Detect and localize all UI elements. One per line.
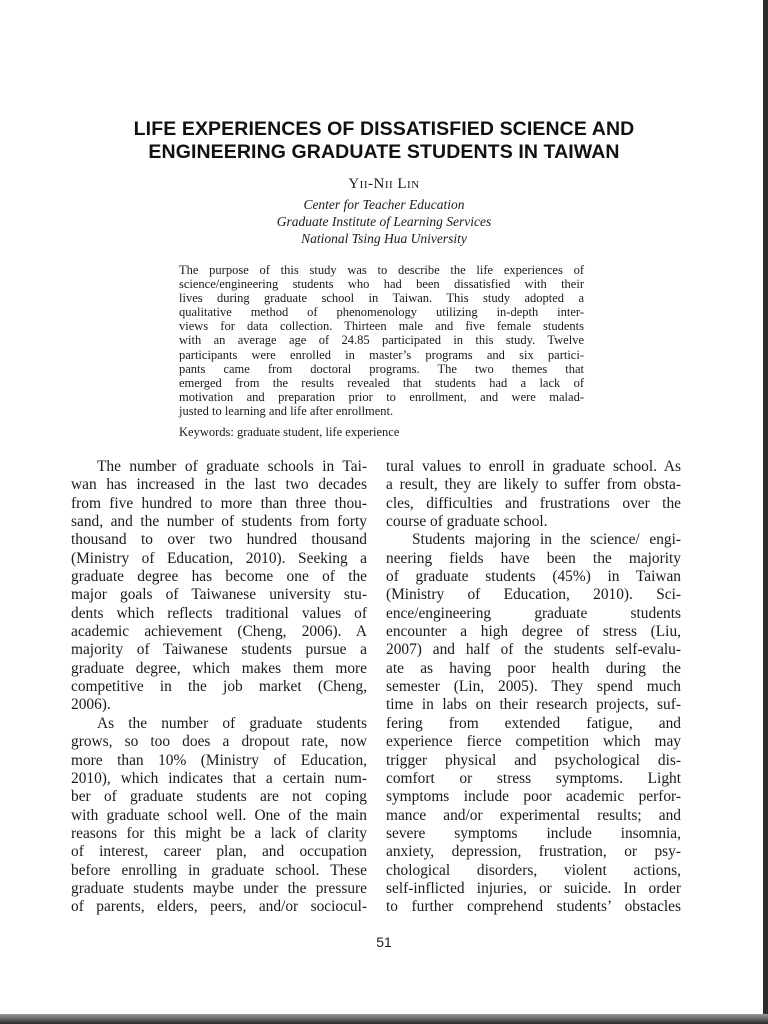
body-line: before enrolling in graduate school. These: [71, 861, 367, 879]
body-line: major goals of Taiwanese university stu-: [71, 586, 367, 604]
body-line: dents which reflects traditional values of: [71, 604, 367, 622]
body-line: reasons for this might be a lack of clarity: [71, 824, 367, 842]
body-line: trigger physical and psychological dis-: [386, 751, 681, 769]
body-line: severe symptoms include insomnia,: [386, 824, 681, 842]
body-line: sand, and the number of students from forty: [71, 513, 367, 531]
body-line: Students majoring in the science/ engi-: [412, 531, 681, 549]
body-column-right: [386, 458, 681, 917]
body-line: time in labs on their research projects, suf-: [386, 696, 681, 714]
title-line: LIFE EXPERIENCES OF DISSATISFIED SCIENCE AND: [133, 118, 635, 140]
body-line: (Ministry of Education, 2010). Sci-: [386, 586, 681, 604]
body-line: ence/engineering graduate students: [386, 604, 681, 622]
body-line: encounter a high degree of stress (Liu,: [386, 623, 681, 641]
abstract-line: science/engineering students who had been dissatisfied with their: [179, 277, 584, 292]
body-line: a result, they are likely to suffer from obsta-: [386, 476, 681, 494]
scan-edge-bottom: [0, 1014, 768, 1024]
body-line: graduate students maybe under the pressure: [71, 879, 367, 897]
body-line: symptoms include poor academic perfor-: [386, 788, 681, 806]
scan-edge-right: [763, 0, 768, 1024]
affiliation-line: Graduate Institute of Learning Services: [276, 214, 492, 229]
body-line: from five hundred to more than three thou-: [71, 494, 367, 512]
body-line: ate as having poor health during the: [386, 659, 681, 677]
body-line: academic achievement (Cheng, 2006). A: [71, 623, 367, 641]
body-line: anxiety, depression, frustration, or psy-: [386, 843, 681, 861]
body-line: experience fierce competition which may: [386, 733, 681, 751]
affiliation-line: National Tsing Hua University: [301, 231, 467, 246]
abstract-line: with an average age of 24.85 participated in this study. Twelve: [179, 333, 584, 348]
abstract-line: views for data collection. Thirteen male and five female students: [179, 319, 584, 334]
body-line: semester (Lin, 2005). They spend much: [386, 678, 681, 696]
abstract-line: qualitative method of phenomenology utilizing in-depth inter-: [179, 305, 584, 320]
body-line: tural values to enroll in graduate school. As: [386, 458, 681, 475]
body-line: (Ministry of Education, 2010). Seeking a: [71, 549, 367, 567]
page-number: 51: [376, 934, 392, 950]
body-line: graduate degree, which makes them more: [71, 659, 367, 677]
body-line: graduate degree has become one of the: [71, 568, 367, 586]
title-line: ENGINEERING GRADUATE STUDENTS IN TAIWAN: [148, 141, 620, 163]
body-line: of interest, career plan, and occupation: [71, 843, 367, 861]
affiliation-line: Center for Teacher Education: [303, 197, 465, 212]
body-line: ber of graduate students are not coping: [71, 788, 367, 806]
author-affiliation: [0, 196, 768, 247]
body-line: comfort or stress symptoms. Light: [386, 769, 681, 787]
body-line: to further comprehend students’ obstacles: [386, 898, 681, 916]
body-line: of graduate students (45%) in Taiwan: [386, 568, 681, 586]
body-line: cles, difficulties and frustrations over the: [386, 494, 681, 512]
keywords: Keywords: graduate student, life experience: [179, 425, 400, 439]
abstract-line: pants came from doctoral programs. The two themes that: [179, 361, 584, 376]
body-line: self-inflicted injuries, or suicide. In order: [386, 879, 681, 897]
body-line: 2010), which indicates that a certain num-: [71, 769, 367, 787]
paper-title: [60, 118, 708, 164]
body-line: As the number of graduate students: [97, 714, 367, 732]
body-line: course of graduate school.: [386, 513, 548, 531]
abstract-line: emerged from the results revealed that students had a lack of: [179, 375, 584, 390]
abstract: [179, 263, 584, 418]
body-line: competitive in the job market (Cheng,: [71, 678, 367, 696]
abstract-line: justed to learning and life after enrollment.: [179, 403, 394, 418]
body-line: wan has increased in the last two decades: [71, 476, 367, 494]
abstract-line: The purpose of this study was to describe the life experiences of: [179, 263, 584, 277]
body-line: neering fields have been the majority: [386, 549, 681, 567]
body-line: of parents, elders, peers, and/or sociocul-: [71, 898, 367, 916]
body-line: 2006).: [71, 696, 111, 714]
body-line: fering from extended fatigue, and: [386, 714, 681, 732]
abstract-line: motivation and preparation prior to enrollment, and were malad-: [179, 389, 584, 404]
body-line: grows, so too does a dropout rate, now: [71, 733, 367, 751]
abstract-line: participants were enrolled in master’s programs and six partici-: [179, 347, 584, 362]
abstract-line: lives during graduate school in Taiwan. This study adopted a: [179, 291, 584, 306]
body-line: mance and/or experimental results; and: [386, 806, 681, 824]
body-line: The number of graduate schools in Tai-: [97, 458, 367, 475]
author-name: Yii-Nii Lin: [348, 176, 420, 192]
body-line: with graduate school well. One of the main: [71, 806, 367, 824]
body-column-left: [71, 458, 367, 917]
body-line: more than 10% (Ministry of Education,: [71, 751, 367, 769]
body-line: chological disorders, violent actions,: [386, 861, 681, 879]
body-line: 2007) and half of the students self-evalu-: [386, 641, 681, 659]
body-line: majority of Taiwanese students pursue a: [71, 641, 367, 659]
body-line: thousand to over two hundred thousand: [71, 531, 367, 549]
